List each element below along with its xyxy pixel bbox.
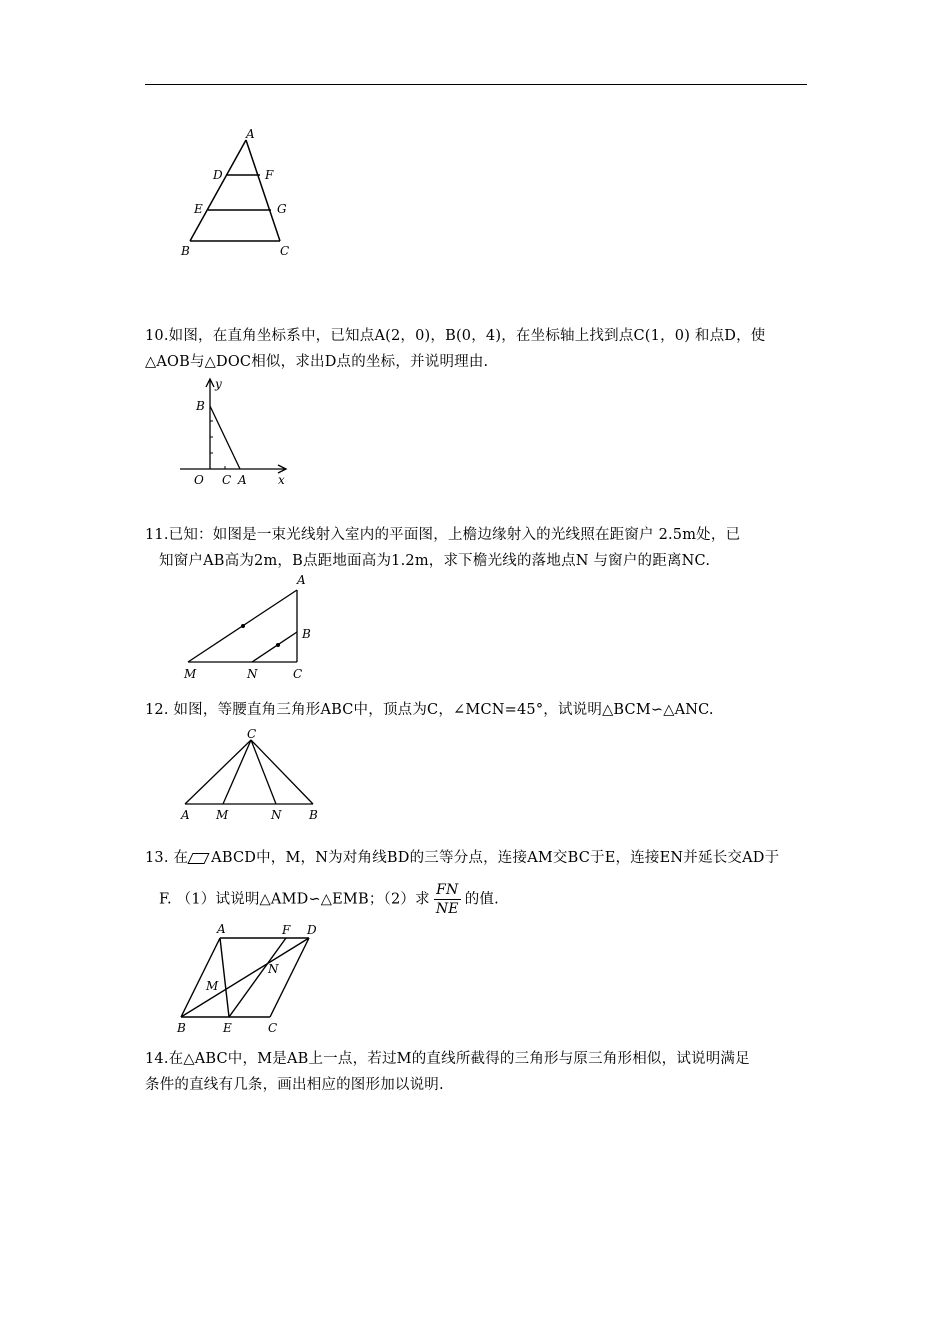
- label-B: B: [309, 808, 318, 822]
- label-F: F: [282, 923, 291, 937]
- question-13-line-1: [145, 845, 810, 871]
- label-C: C: [280, 244, 290, 258]
- question-11-line-2: 知窗户AB高为2m，B点距地面高为1.2m，求下檐光线的落地点N 与窗户的距离NC.: [159, 553, 711, 569]
- label-B: B: [177, 1021, 186, 1035]
- question-13: [145, 845, 810, 918]
- fraction-denominator: NE: [435, 901, 459, 917]
- label-E: E: [194, 202, 203, 216]
- question-13-line-2-text: F. （1）试说明△AMD∽△EMB；（2）求: [159, 891, 430, 908]
- question-14-line-1: 14.在△ABC中，M是AB上一点，若过M的直线所截得的三角形与原三角形相似，试说明满足: [145, 1051, 750, 1067]
- label-N: N: [247, 667, 258, 681]
- question-10: [145, 323, 810, 375]
- question-11-line-1: 11.已知：如图是一束光线射入室内的平面图，上檐边缘射入的光线照在距窗户 2.5m处，已: [145, 527, 741, 543]
- fraction-numerator: FN: [434, 881, 461, 900]
- label-B: B: [181, 244, 190, 258]
- label-E: E: [223, 1021, 232, 1035]
- question-13-line-2-end: 的值.: [464, 891, 499, 908]
- label-O: O: [194, 473, 204, 487]
- question-13-line-1-text: ABCD中，M，N为对角线BD的三等分点，连接AM交BC于E，连接EN并延长交AD于: [211, 850, 780, 866]
- label-M: M: [206, 979, 219, 993]
- label-C: C: [268, 1021, 278, 1035]
- fraction-fn-ne: [434, 881, 461, 918]
- label-G: G: [277, 202, 287, 216]
- label-C: C: [293, 667, 303, 681]
- question-14: [145, 1046, 810, 1098]
- label-A: A: [297, 573, 306, 587]
- label-A: A: [181, 808, 190, 822]
- question-12-line-1: 12. 如图，等腰直角三角形ABC中，顶点为C，∠MCN=45°，试说明△BCM∽△ANC.: [145, 702, 714, 718]
- question-10-line-2: △AOB与△DOC相似，求出D点的坐标，并说明理由.: [145, 354, 489, 370]
- label-A: A: [238, 473, 247, 487]
- header-rule: [145, 84, 807, 85]
- figure-triangle-parallels: [180, 125, 295, 260]
- label-M: M: [184, 667, 197, 681]
- question-13-line-2: [145, 881, 810, 918]
- figure-coordinate-axes: [180, 376, 295, 491]
- label-N: N: [268, 962, 279, 976]
- figure-light-window: [180, 574, 320, 684]
- question-11: [145, 522, 810, 574]
- label-N: N: [271, 808, 282, 822]
- figure-isosceles-right-triangle: [178, 726, 323, 824]
- label-M: M: [216, 808, 229, 822]
- parallelogram-icon: [188, 853, 210, 864]
- question-12: [145, 697, 810, 723]
- label-A: A: [217, 922, 226, 936]
- label-y: y: [215, 377, 222, 391]
- question-13-prefix: 13. 在: [145, 850, 189, 866]
- label-D: D: [213, 168, 223, 182]
- label-C: C: [222, 473, 232, 487]
- label-A: A: [246, 127, 255, 141]
- label-D: D: [307, 923, 317, 937]
- label-B: B: [196, 399, 205, 413]
- question-14-line-2: 条件的直线有几条，画出相应的图形加以说明.: [145, 1077, 444, 1093]
- label-x: x: [278, 473, 285, 487]
- figure-parallelogram: [175, 920, 335, 1035]
- question-10-line-1: 10.如图，在直角坐标系中，已知点A(2，0)，B(0，4)，在坐标轴上找到点C(1，0) 和点D，使: [145, 328, 766, 344]
- label-C: C: [247, 727, 257, 741]
- label-F: F: [265, 168, 274, 182]
- label-B: B: [302, 627, 311, 641]
